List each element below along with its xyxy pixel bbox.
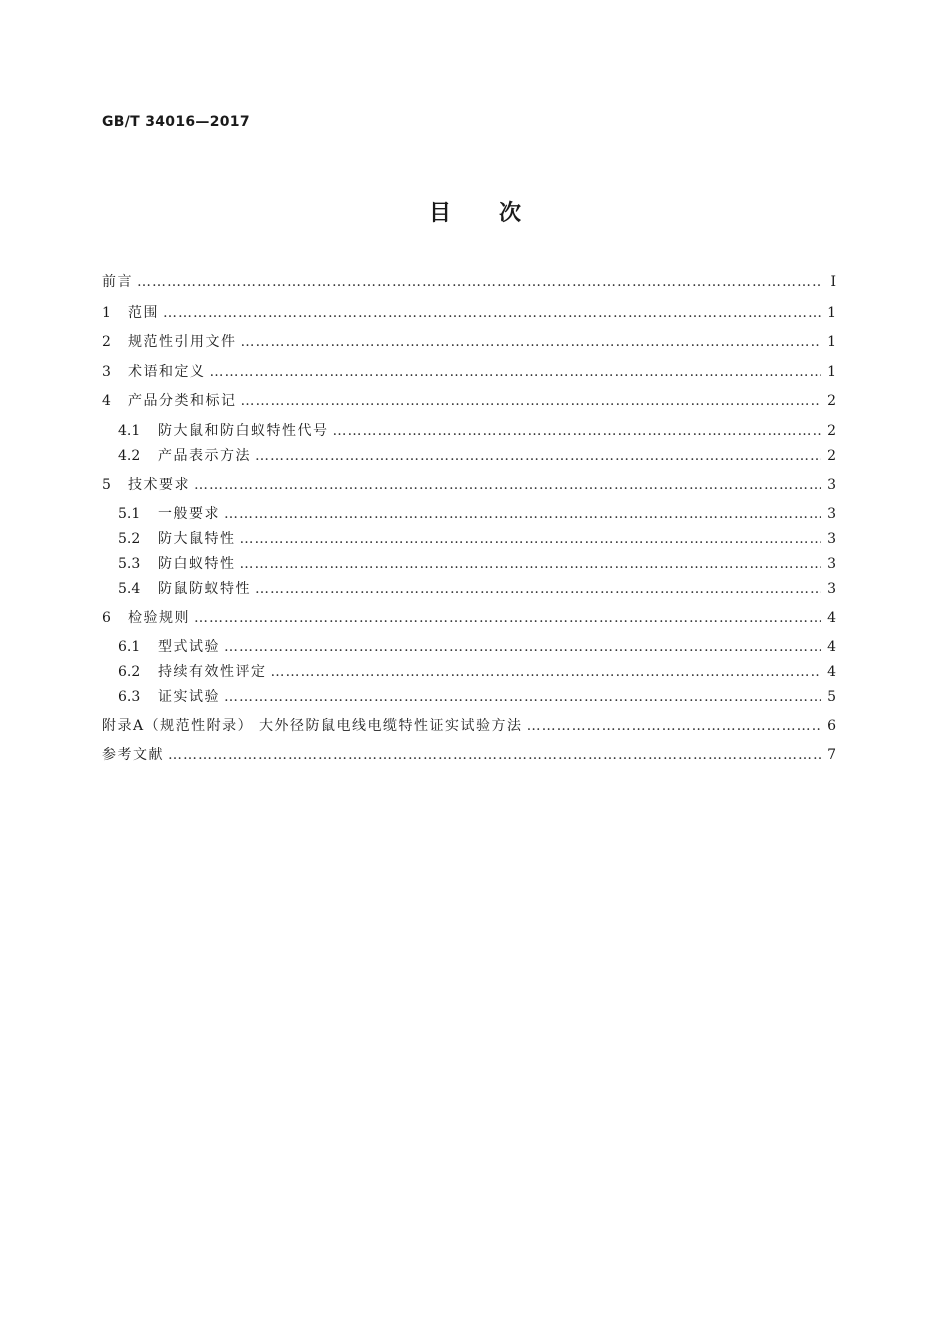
toc-entry-page: 3 [827, 581, 836, 597]
toc-entry-5[interactable] [102, 475, 836, 495]
toc-entry-number: 5 [102, 477, 111, 493]
dot-leader [255, 446, 821, 466]
toc-entry-5-3[interactable] [118, 554, 836, 574]
toc-entry-page: 5 [827, 689, 836, 705]
toc-entry-label: 防大鼠和防白蚁特性代号 [158, 423, 329, 439]
toc-entry-label: 规范性引用文件 [128, 334, 237, 350]
toc-entry-label: 检验规则 [128, 610, 190, 626]
toc-entry-page: 3 [827, 506, 836, 522]
toc-entry-label: 前言 [102, 274, 133, 290]
dot-leader [224, 687, 821, 707]
toc-entry-6[interactable] [102, 608, 836, 628]
toc-entry-number: 6 [102, 610, 111, 626]
toc-entry-label: 产品表示方法 [158, 448, 251, 464]
toc-entry-number: 6.3 [118, 689, 141, 705]
dot-leader [271, 662, 822, 682]
dot-leader [210, 362, 822, 382]
toc-entry-page: 7 [827, 747, 836, 763]
toc-entry-number: 2 [102, 334, 111, 350]
standard-code: GB/T 34016—2017 [102, 114, 250, 130]
dot-leader [241, 332, 822, 352]
toc-entry-page: 6 [827, 718, 836, 734]
toc-entry-label: 一般要求 [158, 506, 220, 522]
toc-entry-label: 附录A（规范性附录） 大外径防鼠电线电缆特性证实试验方法 [102, 718, 523, 734]
toc-entry-number: 4 [102, 393, 111, 409]
toc-entry-3[interactable] [102, 362, 836, 382]
dot-leader [527, 716, 822, 736]
toc-entry-label: 产品分类和标记 [128, 393, 237, 409]
toc-entry-number: 6.1 [118, 639, 141, 655]
toc-entry-label: 参考文献 [102, 747, 164, 763]
toc-entry-number: 6.2 [118, 664, 141, 680]
toc-entry-page: 4 [827, 610, 836, 626]
toc-entry-number: 5.4 [118, 581, 141, 597]
toc-entry-label: 持续有效性评定 [158, 664, 267, 680]
toc-entry-label: 防鼠防蚁特性 [158, 581, 251, 597]
toc-entry-page: 2 [827, 448, 836, 464]
toc-entry-references[interactable] [102, 745, 836, 765]
toc-entry-1[interactable] [102, 303, 836, 323]
toc-entry-page: 2 [827, 393, 836, 409]
dot-leader [240, 554, 822, 574]
toc-entry-label: 型式试验 [158, 639, 220, 655]
dot-leader [194, 608, 821, 628]
toc-entry-6-2[interactable] [118, 662, 836, 682]
toc-entry-label: 技术要求 [128, 477, 190, 493]
dot-leader [137, 272, 822, 292]
toc-entry-page: 1 [827, 305, 836, 321]
toc-entry-page: 3 [827, 556, 836, 572]
toc-entry-number: 5.2 [118, 531, 141, 547]
toc-entry-appendix-a[interactable] [102, 716, 836, 736]
dot-leader [194, 475, 821, 495]
dot-leader [255, 579, 821, 599]
dot-leader [240, 529, 822, 549]
dot-leader [241, 391, 822, 411]
toc-entry-preface[interactable] [102, 272, 836, 292]
toc-entry-number: 4.1 [118, 423, 141, 439]
toc-entry-label: 范围 [128, 305, 159, 321]
toc-entry-label: 防白蚁特性 [158, 556, 236, 572]
toc-entry-number: 5.3 [118, 556, 141, 572]
toc-entry-page: Ⅰ [830, 274, 836, 290]
toc-entry-number: 5.1 [118, 506, 141, 522]
toc-entry-2[interactable] [102, 332, 836, 352]
dot-leader [224, 637, 821, 657]
toc-entry-4-2[interactable] [118, 446, 836, 466]
toc-entry-number: 4.2 [118, 448, 141, 464]
toc-entry-page: 1 [827, 334, 836, 350]
dot-leader [333, 421, 822, 441]
toc-entry-label: 防大鼠特性 [158, 531, 236, 547]
toc-entry-label: 术语和定义 [128, 364, 206, 380]
toc-entry-label: 证实试验 [158, 689, 220, 705]
toc-entry-4[interactable] [102, 391, 836, 411]
toc-entry-4-1[interactable] [118, 421, 836, 441]
toc-entry-page: 2 [827, 423, 836, 439]
toc-entry-number: 3 [102, 364, 111, 380]
toc-entry-number: 1 [102, 305, 111, 321]
dot-leader [168, 745, 821, 765]
toc-entry-5-2[interactable] [118, 529, 836, 549]
toc-entry-page: 4 [827, 639, 836, 655]
toc-entry-6-1[interactable] [118, 637, 836, 657]
toc-entry-5-1[interactable] [118, 504, 836, 524]
toc-entry-page: 3 [827, 531, 836, 547]
toc-entry-page: 1 [827, 364, 836, 380]
toc-entry-page: 4 [827, 664, 836, 680]
dot-leader [224, 504, 821, 524]
toc-entry-page: 3 [827, 477, 836, 493]
dot-leader [163, 303, 821, 323]
toc-title: 目次 [428, 201, 569, 226]
toc-entry-5-4[interactable] [118, 579, 836, 599]
toc-entry-6-3[interactable] [118, 687, 836, 707]
